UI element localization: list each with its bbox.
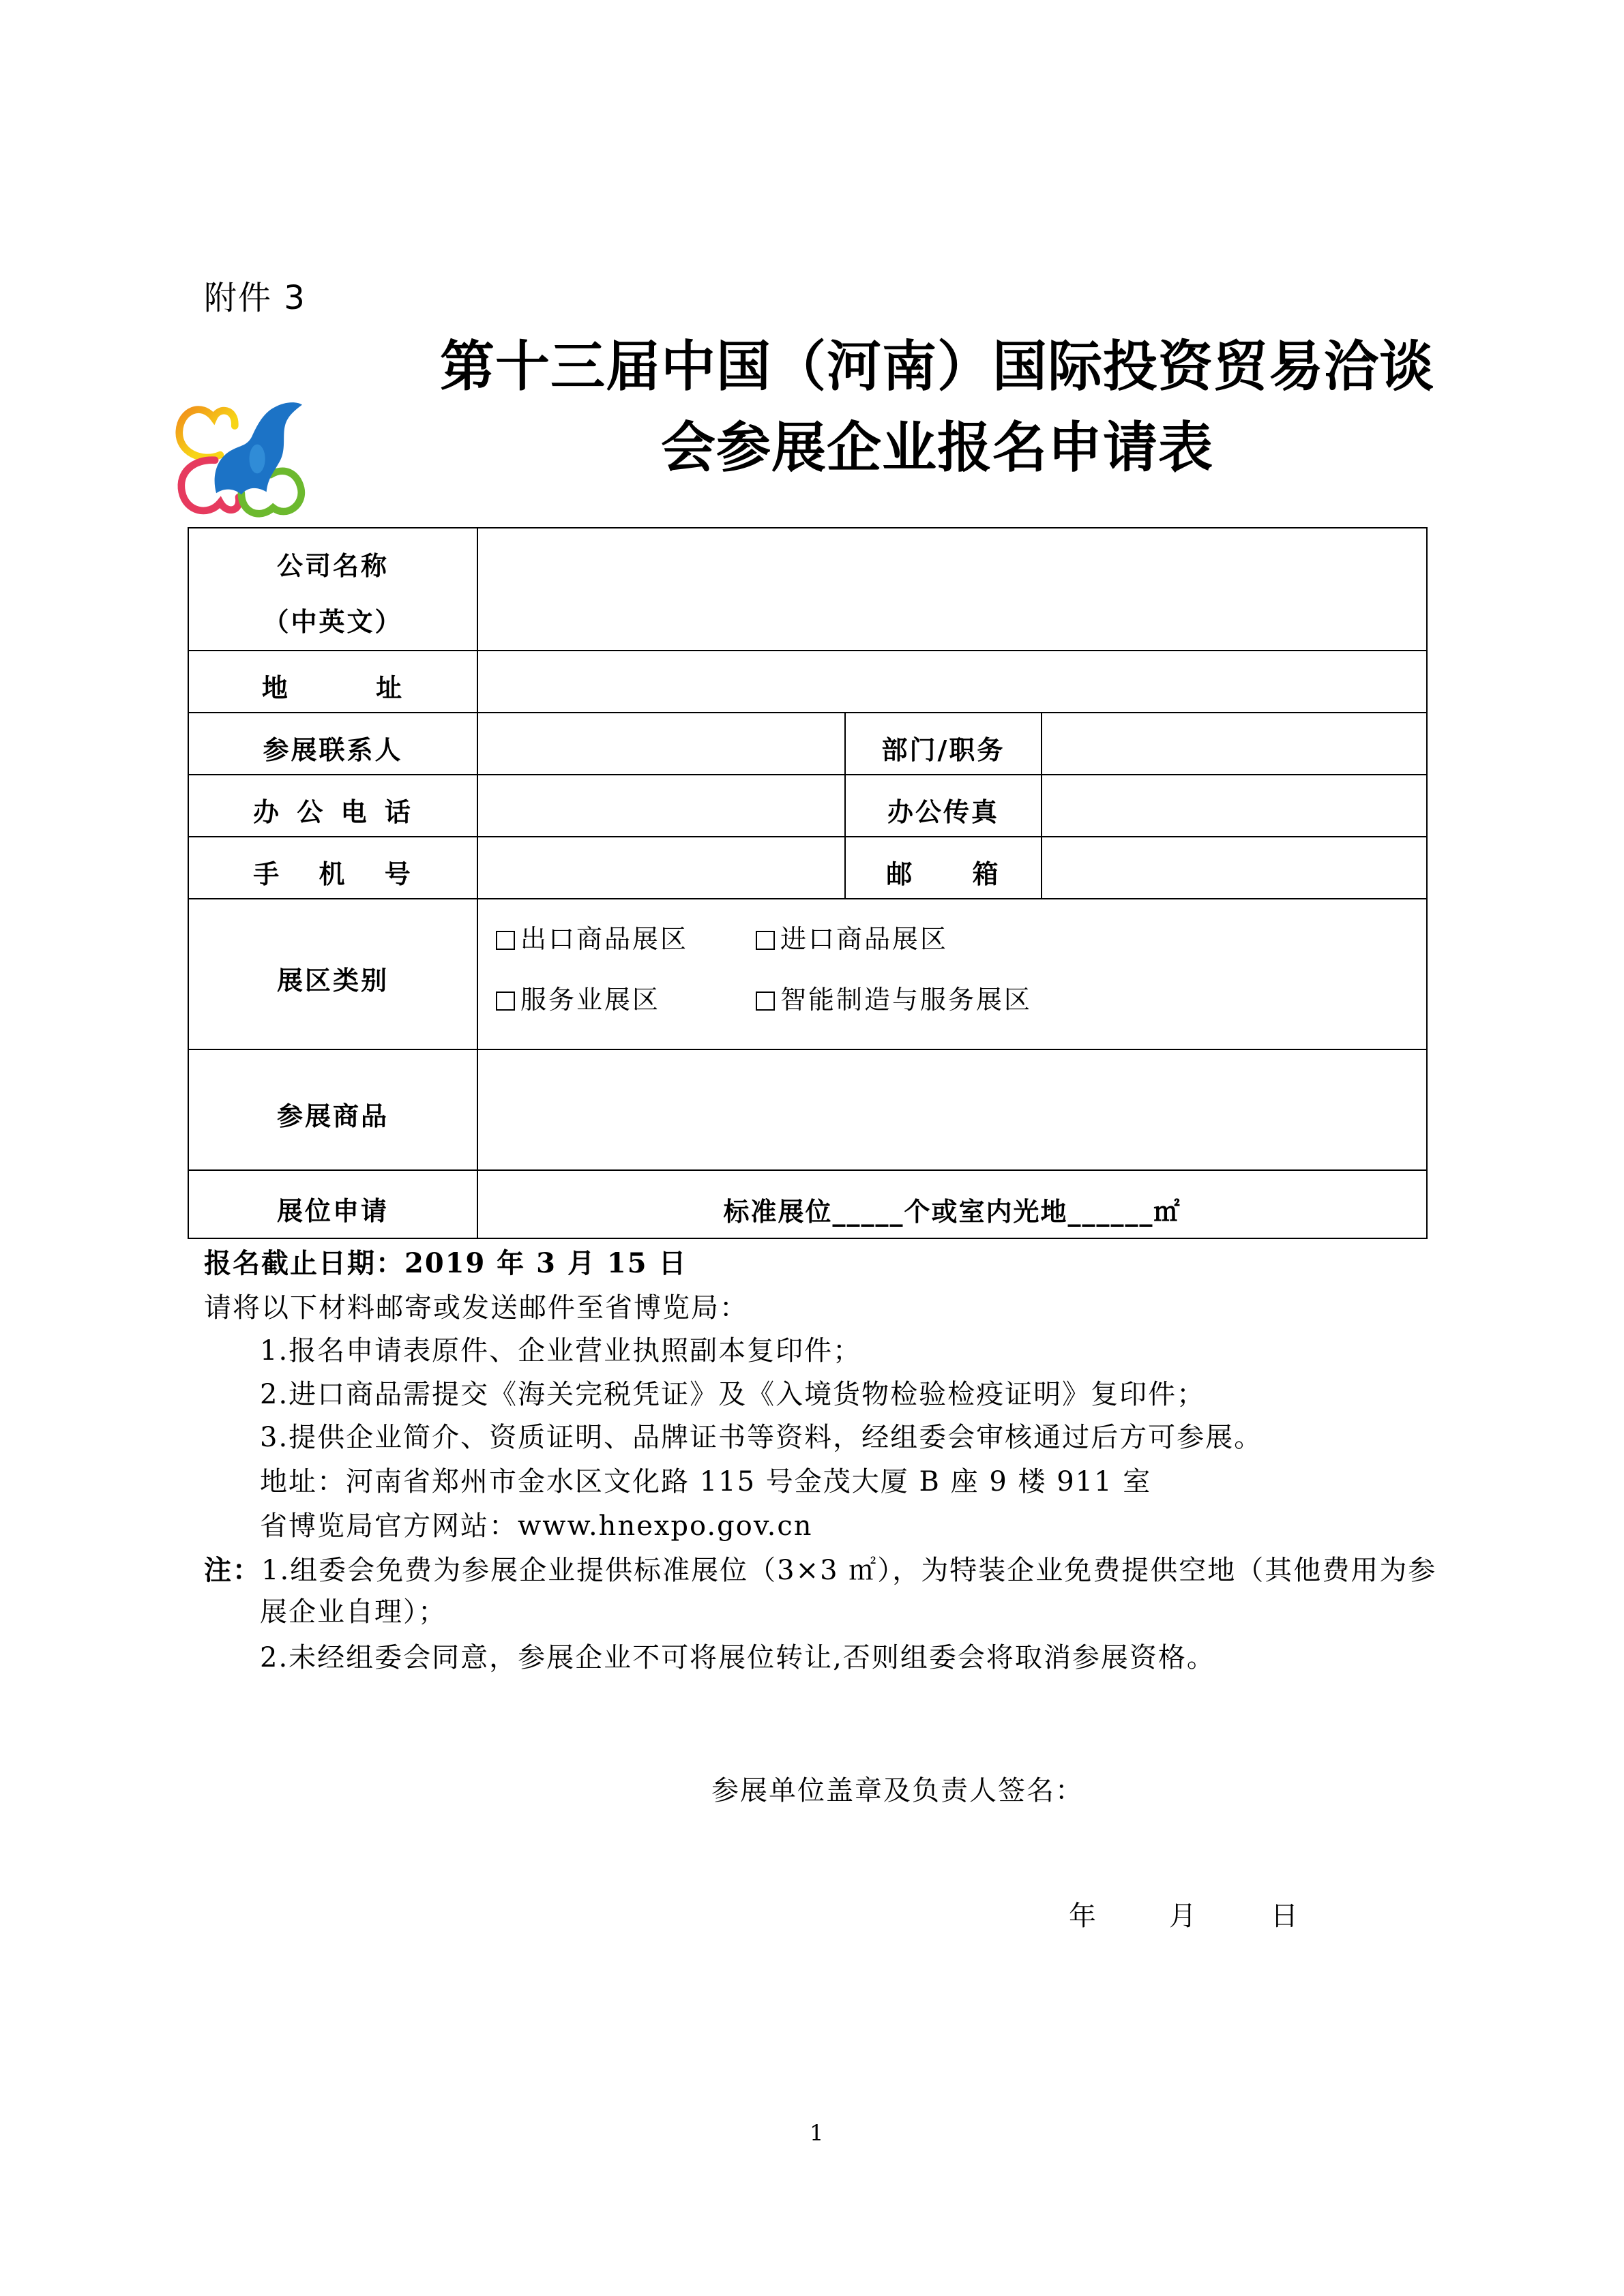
office-phone-label: 办 公 电 话 — [253, 796, 413, 827]
address-input[interactable] — [478, 667, 1426, 697]
company-name-input[interactable] — [478, 574, 1426, 604]
office-fax-label: 办公传真 — [887, 796, 999, 827]
booth-label-cell — [188, 1170, 477, 1238]
date-year-label: 年 — [1069, 1900, 1097, 1932]
address-label-cell — [188, 651, 477, 713]
title-line-1: 第十三届中国（河南）国际投资贸易洽谈 — [440, 335, 1434, 398]
products-field[interactable] — [477, 1049, 1427, 1170]
deadline-text: 报名截止日期：2019 年 3 月 15 日 — [204, 1247, 688, 1279]
mobile-label: 手 机 号 — [253, 859, 413, 889]
office-fax-label-cell — [845, 775, 1042, 837]
table-row — [188, 1049, 1427, 1170]
office-fax-input[interactable] — [1042, 791, 1426, 821]
logo-yellow-petal — [179, 410, 235, 458]
email-input[interactable] — [1042, 853, 1426, 883]
products-label-cell — [188, 1049, 477, 1170]
email-field[interactable] — [1042, 837, 1427, 899]
table-row — [188, 1170, 1427, 1238]
address-field[interactable] — [477, 651, 1427, 713]
registration-form-table — [188, 527, 1428, 1239]
zone-option-label: 服务业展区 — [520, 985, 661, 1015]
zone-option-label: 进口商品展区 — [780, 924, 949, 954]
zone-option-smart-manufacturing[interactable] — [756, 970, 1426, 1030]
mobile-field[interactable] — [477, 837, 845, 899]
products-input[interactable] — [478, 1095, 1426, 1125]
dept-title-input[interactable] — [1042, 729, 1426, 759]
mobile-input[interactable] — [478, 853, 844, 883]
company-name-label: 公司名称 — [276, 550, 389, 581]
zone-options — [478, 899, 1426, 1030]
remark-line-3: 2.未经组委会同意，参展企业不可将展位转让,否则组委会将取消参展资格。 — [260, 1642, 1215, 1673]
checkbox-services-zone[interactable] — [496, 992, 515, 1011]
contact-field[interactable] — [477, 713, 845, 775]
checkbox-export-zone[interactable] — [496, 931, 515, 950]
table-row — [188, 651, 1427, 713]
contact-label: 参展联系人 — [263, 734, 403, 765]
remark-line-2: 展企业自理）； — [260, 1596, 447, 1628]
dept-title-label-cell — [845, 713, 1042, 775]
bureau-website: 省博览局官方网站：www.hnexpo.gov.cn — [260, 1510, 813, 1542]
zone-option-label: 智能制造与服务展区 — [780, 985, 1033, 1015]
mobile-label-cell — [188, 837, 477, 899]
signature-label: 参展单位盖章及负责人签名： — [711, 1775, 1084, 1806]
email-label: 邮 箱 — [886, 859, 1001, 889]
table-row — [188, 528, 1427, 651]
table-row — [188, 713, 1427, 775]
company-name-field[interactable] — [477, 528, 1427, 651]
zone-option-label: 出口商品展区 — [520, 924, 689, 954]
checkbox-import-zone[interactable] — [756, 931, 775, 950]
table-row — [188, 837, 1427, 899]
attachment-label: 附件 3 — [204, 279, 306, 317]
checkbox-smart-manufacturing-zone[interactable] — [756, 992, 775, 1011]
booth-label: 展位申请 — [276, 1195, 389, 1226]
date-month-label: 月 — [1169, 1900, 1198, 1932]
office-phone-label-cell — [188, 775, 477, 837]
form-title — [392, 326, 1483, 488]
table-row — [188, 775, 1427, 837]
company-name-label-cell — [188, 528, 477, 651]
materials-intro: 请将以下材料邮寄或发送邮件至省博览局： — [204, 1292, 748, 1324]
contact-input[interactable] — [478, 729, 844, 759]
office-phone-field[interactable] — [477, 775, 845, 837]
bureau-address: 地址：河南省郑州市金水区文化路 115 号金茂大厦 B 座 9 楼 911 室 — [260, 1466, 1152, 1497]
remark-text: 1.组委会免费为参展企业提供标准展位（3×3 ㎡），为特装企业免费提供空地（其他费用为参 — [261, 1555, 1437, 1586]
email-label-cell — [845, 837, 1042, 899]
zone-options-cell — [477, 899, 1427, 1049]
office-phone-input[interactable] — [478, 791, 844, 821]
remark-line-1 — [204, 1551, 1436, 1590]
company-name-label-note: （中英文） — [263, 606, 403, 637]
table-row — [188, 899, 1427, 1049]
zone-option-export[interactable] — [496, 909, 756, 970]
address-label: 地 址 — [261, 672, 404, 703]
contact-label-cell — [188, 713, 477, 775]
zone-option-services[interactable] — [496, 970, 756, 1030]
dept-title-label: 部门/职务 — [881, 734, 1005, 765]
zone-type-label: 展区类别 — [276, 965, 389, 996]
material-item-2: 2.进口商品需提交《海关完税凭证》及《入境货物检验检疫证明》复印件； — [260, 1379, 1206, 1410]
zone-type-label-cell — [188, 899, 477, 1049]
title-line-2: 会参展企业报名申请表 — [661, 416, 1213, 479]
office-fax-field[interactable] — [1042, 775, 1427, 837]
expo-logo-icon — [172, 394, 306, 520]
logo-blue-highlight — [249, 445, 265, 474]
products-label: 参展商品 — [276, 1101, 389, 1131]
material-item-1: 1.报名申请表原件、企业营业执照副本复印件； — [260, 1335, 862, 1367]
date-day-label: 日 — [1271, 1900, 1299, 1932]
page-number: 1 — [810, 2120, 824, 2146]
dept-title-field[interactable] — [1042, 713, 1427, 775]
zone-option-import[interactable] — [756, 909, 1426, 970]
remark-prefix: 注： — [204, 1554, 261, 1586]
booth-request-field[interactable]: 标准展位_____个或室内光地______㎡ — [477, 1170, 1427, 1238]
material-item-3: 3.提供企业简介、资质证明、品牌证书等资料，经组委会审核通过后方可参展。 — [260, 1422, 1263, 1453]
